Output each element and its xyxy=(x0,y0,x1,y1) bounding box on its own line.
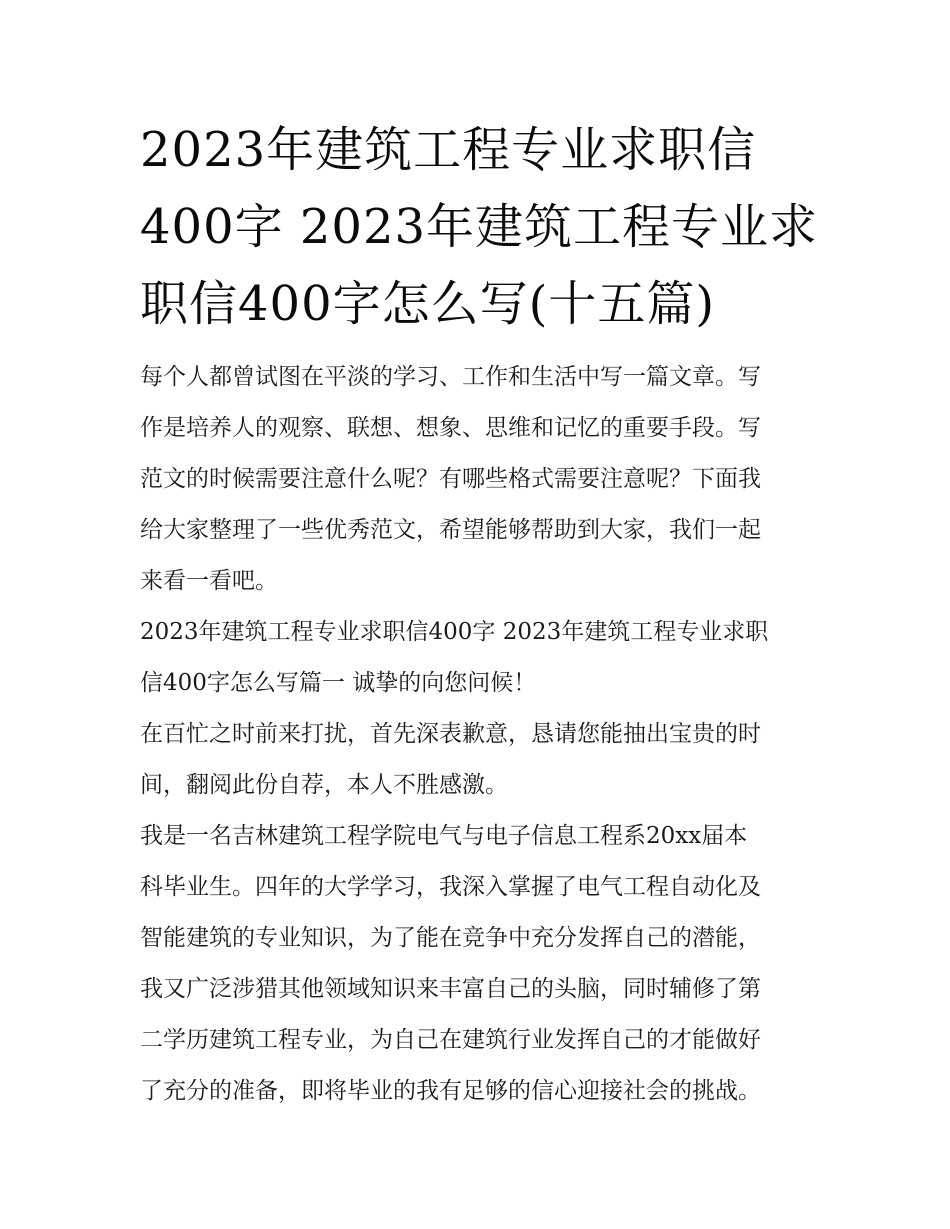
paragraph-line: 我又广泛涉猎其他领域知识来丰富自己的头脑，同时辅修了第 xyxy=(140,976,761,1002)
paragraph-line: 科毕业生。四年的大学学习，我深入掌握了电气工程自动化及 xyxy=(140,874,761,900)
paragraph-line: 信400字怎么写篇一 诚挚的向您问候！ xyxy=(140,670,537,696)
title-line: 职信400字怎么写(十五篇) xyxy=(140,276,716,332)
intro-paragraph xyxy=(140,352,830,607)
paragraph-line: 在百忙之时前来打扰，首先深表歉意，恳请您能抽出宝贵的时 xyxy=(140,721,761,747)
document-title xyxy=(140,112,830,343)
paragraph-line: 给大家整理了一些优秀范文，希望能够帮助到大家，我们一起 xyxy=(140,517,761,543)
apology-paragraph xyxy=(140,709,830,811)
self-introduction-paragraph xyxy=(140,811,830,1117)
paragraph-line: 每个人都曾试图在平淡的学习、工作和生活中写一篇文章。写 xyxy=(140,364,761,390)
paragraph-line: 范文的时候需要注意什么呢？有哪些格式需要注意呢？下面我 xyxy=(140,466,761,492)
paragraph-line: 我是一名吉林建筑工程学院电气与电子信息工程系20xx届本 xyxy=(140,823,748,849)
title-line: 2023年建筑工程专业求职信 xyxy=(140,122,757,178)
paragraph-line: 2023年建筑工程专业求职信400字 2023年建筑工程专业求职 xyxy=(140,619,769,645)
paragraph-line: 二学历建筑工程专业，为自己在建筑行业发挥自己的才能做好 xyxy=(140,1027,761,1053)
paragraph-line: 来看一看吧。 xyxy=(140,568,278,594)
title-line: 400字 2023年建筑工程专业求 xyxy=(140,199,819,255)
paragraph-line: 作是培养人的观察、联想、想象、思维和记忆的重要手段。写 xyxy=(140,415,761,441)
paragraph-line: 智能建筑的专业知识，为了能在竞争中充分发挥自己的潜能， xyxy=(140,925,761,951)
document-body xyxy=(140,352,830,1117)
paragraph-line: 了充分的准备，即将毕业的我有足够的信心迎接社会的挑战。 xyxy=(140,1078,761,1104)
section-heading-paragraph xyxy=(140,607,830,709)
paragraph-line: 间，翻阅此份自荐，本人不胜感激。 xyxy=(140,772,508,798)
